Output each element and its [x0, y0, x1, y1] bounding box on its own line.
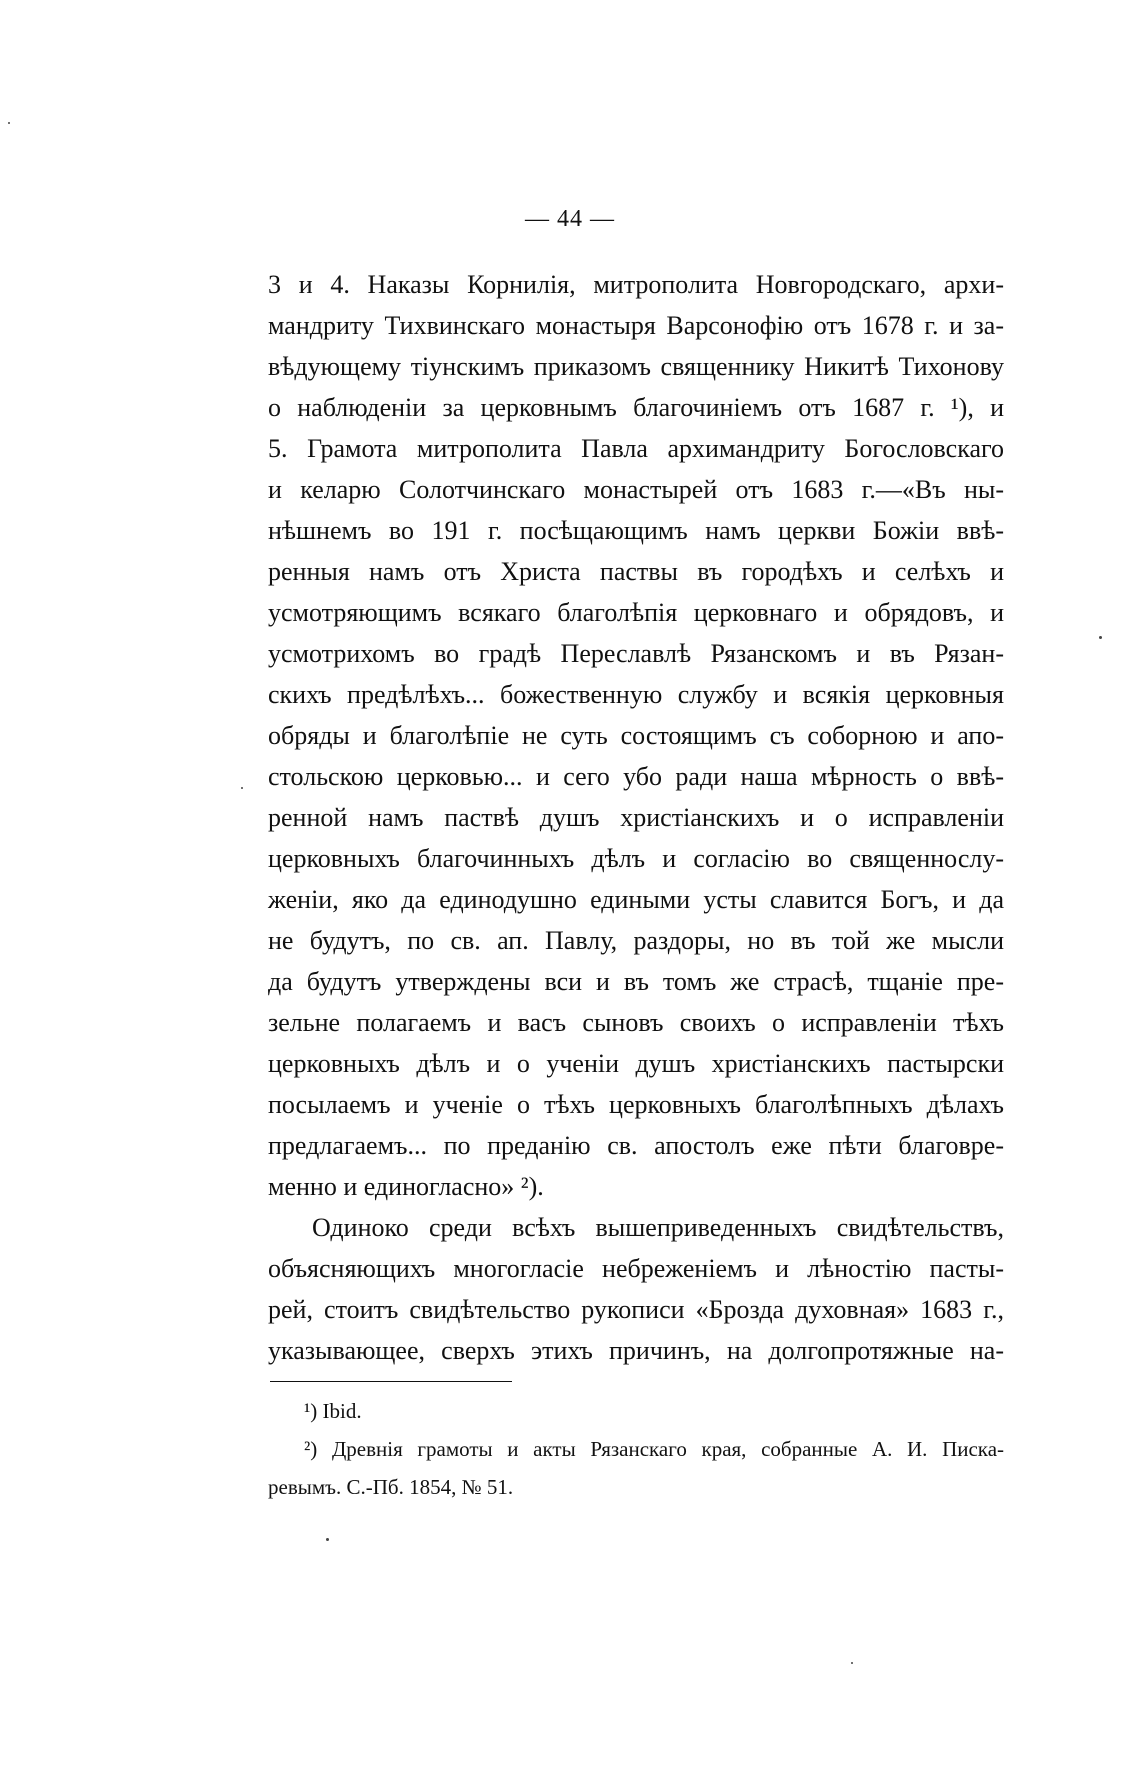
text-line: указывающее, сверхъ этихъ причинъ, на долгопротяжные на-: [268, 1336, 1004, 1365]
footnote-text: Древнія грамоты и акты Рязанскаго края, собранные А. И. Писка-: [331, 1437, 1005, 1461]
text-line: мандриту Тихвинскаго монастыря Варсонофію отъ 1678 г. и за-: [268, 311, 1004, 340]
text-line: ренной намъ паствѣ душъ христіанскихъ и о исправленіи: [268, 803, 1004, 832]
text-line: зельне полагаемъ и васъ сыновъ своихъ о исправленіи тѣхъ: [268, 1008, 1004, 1037]
text-line: да будутъ утверждены вси и въ томъ же страсѣ, тщаніе пре-: [268, 967, 1004, 996]
footnote: [268, 1392, 1004, 1430]
text-line: вѣдующему тіунскимъ приказомъ священнику Никитѣ Тихонову: [268, 352, 1004, 381]
footnote-text: Ibid.: [322, 1399, 362, 1423]
scan-speck: [241, 787, 243, 789]
scan-speck: [1099, 636, 1102, 639]
text-line: посылаемъ и ученіе о тѣхъ церковныхъ благолѣпныхъ дѣлахъ: [268, 1090, 1004, 1119]
text-line: о наблюденіи за церковнымъ благочиніемъ отъ 1687 г. ¹), и: [268, 393, 1004, 422]
text-line: стольскою церковью... и сего убо ради наша мѣрность о ввѣ-: [268, 762, 1004, 791]
text-line: скихъ предѣлѣхъ... божественную службу и всякія церковныя: [268, 680, 1004, 709]
footnote: [268, 1430, 1004, 1468]
text-line: предлагаемъ... по преданію св. апостолъ еже пѣти благовре-: [268, 1131, 1004, 1160]
footnote-continuation: ревымъ. С.-Пб. 1854, № 51.: [268, 1475, 514, 1499]
text-line: объясняющихъ многогласіе небреженіемъ и лѣностію пасты-: [268, 1254, 1004, 1283]
footnote-divider: [270, 1381, 512, 1382]
text-line: рей, стоитъ свидѣтельство рукописи «Брозда духовная» 1683 г.,: [268, 1295, 1004, 1324]
text-line: 3 и 4. Наказы Корнилія, митрополита Новгородскаго, архи-: [268, 270, 1004, 299]
text-line: не будутъ, по св. ап. Павлу, раздоры, но въ той же мысли: [268, 926, 1004, 955]
body-text: [268, 264, 1004, 1371]
text-line: ренныя намъ отъ Христа паствы въ городѣхъ и селѣхъ и: [268, 557, 1004, 586]
text-line: обряды и благолѣпіе не суть состоящимъ съ соборною и апо-: [268, 721, 1004, 750]
text-line: менно и единогласно» ²).: [268, 1172, 544, 1201]
text-line: усмотряющимъ всякаго благолѣпія церковнаго и обрядовъ, и: [268, 598, 1004, 627]
footnotes: [268, 1392, 1004, 1506]
text-line: и келарю Солотчинскаго монастырей отъ 1683 г.—«Въ ны-: [268, 475, 1004, 504]
paragraph: [268, 264, 1004, 1207]
text-line: церковныхъ дѣлъ и о ученіи душъ христіанскихъ пастырски: [268, 1049, 1004, 1078]
scan-speck: [326, 1538, 329, 1541]
paragraph: [268, 1207, 1004, 1371]
text-line: женіи, яко да единодушно едиными усты славится Богъ, и да: [268, 885, 1004, 914]
text-line: усмотрихомъ во градѣ Переславлѣ Рязанскомъ и въ Рязан-: [268, 639, 1004, 668]
scan-speck: [8, 122, 10, 124]
page-number: — 44 —: [525, 206, 615, 232]
scan-speck: [851, 1662, 853, 1664]
footnote-marker: ²): [304, 1437, 318, 1461]
footnote-marker: ¹): [304, 1399, 318, 1423]
text-line: Одиноко среди всѣхъ вышеприведенныхъ свидѣтельствъ,: [312, 1213, 1004, 1242]
text-line: церковныхъ благочинныхъ дѣлъ и согласію во священнослу-: [268, 844, 1004, 873]
text-line: нѣшнемъ во 191 г. посѣщающимъ намъ церкви Божіи ввѣ-: [268, 516, 1004, 545]
text-line: 5. Грамота митрополита Павла архимандриту Богословскаго: [268, 434, 1004, 463]
